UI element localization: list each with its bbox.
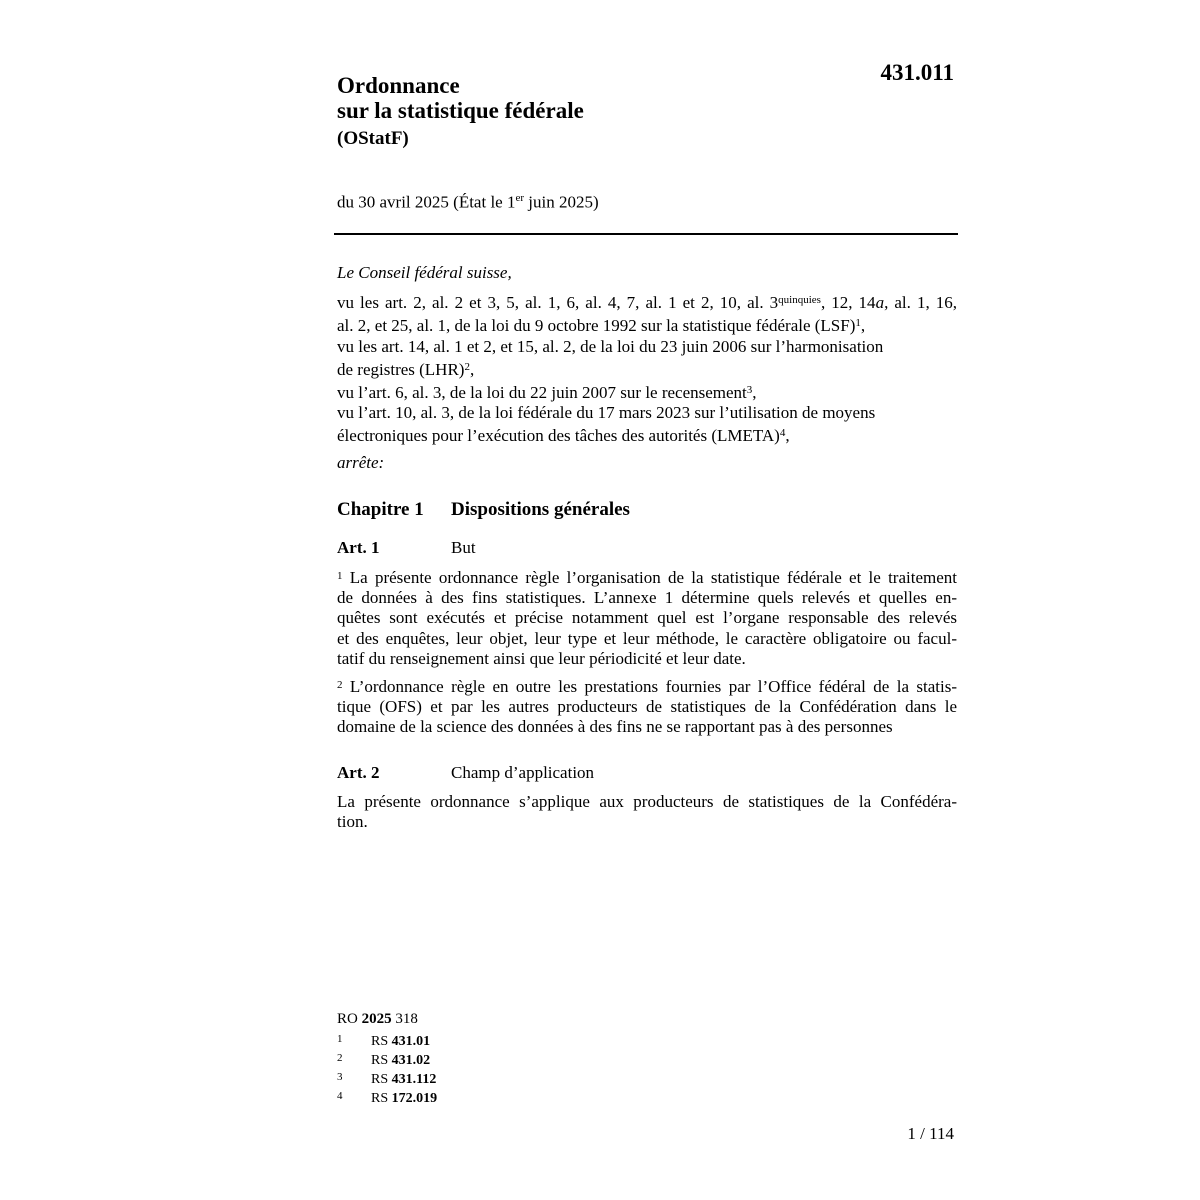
chapter-title: Dispositions générales (451, 499, 630, 520)
footnote-ref[interactable]: 3 (746, 384, 753, 397)
footnote[interactable]: 1 RS 431.01 (337, 1033, 431, 1049)
title-line-1: Ordonnance (337, 73, 460, 98)
header-divider (334, 233, 958, 235)
article-2-paragraph: La présente ordonnance s’applique aux producteurs de statistiques de la Confédéra- tion. (337, 792, 957, 832)
preamble-line: vu l’art. 10, al. 3, de la loi fédérale du 17 mars 2023 sur l’utilisation de moyens (337, 403, 876, 423)
article-number: Art. 1 (337, 538, 380, 557)
chapter-heading (337, 499, 630, 521)
preamble (337, 263, 957, 473)
document-title (337, 73, 584, 123)
preamble-decree: arrête: (337, 452, 385, 472)
official-compilation-ref: RO 2025 318 (337, 1011, 418, 1027)
article-title: Champ d’application (451, 763, 595, 782)
article-number: Art. 2 (337, 763, 380, 782)
title-line-2: sur la statistique fédérale (337, 98, 584, 123)
footnote[interactable]: 4 RS 172.019 (337, 1090, 438, 1106)
preamble-line: al. 2, et 25, al. 1, de la loi du 9 octobre 1992 sur la statistique fédérale (LSF)$^1$, (337, 316, 866, 336)
preamble-line: vu les art. 2, al. 2 et 3, 5, al. 1, 6, al. 4, 7, al. 1 et 2, 10, al. $3^{quinquies}$, 12, 14a, al. 1, 16, (337, 293, 958, 313)
preamble-line: de registres (LHR)$^2$, (337, 359, 475, 379)
chapter-number: Chapitre 1 (337, 499, 424, 520)
footnote[interactable]: 3 RS 431.112 (337, 1071, 437, 1087)
preamble-issuer: Le Conseil fédéral suisse, (337, 263, 512, 282)
article-title: But (451, 538, 476, 557)
article-1-paragraph-2: $^2$ L’ordonnance règle en outre les prestations fournies par l’Office fédéral de la statis- tique (OFS) et par les autres producteurs de statistiques de la Confédération dans le domaine de la science des données à des fins ne se rapportant pas à des personnes (337, 677, 957, 737)
footnotes (337, 1031, 437, 1107)
systematic-number: 431.011 (880, 60, 954, 85)
footnote-ref[interactable]: 2 (464, 360, 470, 373)
preamble-line: électroniques pour l’exécution des tâches des autorités (LMETA)$^4$, (337, 426, 790, 446)
article-1-paragraph-1: $^1$ La présente ordonnance règle l’organisation de la statistique fédérale et le traitement de données à des fins statistiques. L’annexe 1 détermine quels relevés et quelles en- quêtes sont exécutés et précise notamment quel est l’organe responsable des relevés et des enquêtes, leur objet, leur type et leur méthode, le caractère obligatoire ou facul- tatif du renseignement ainsi que leur périodicité et leur date. (337, 568, 957, 668)
footnote[interactable]: 2 RS 431.02 (337, 1052, 431, 1068)
document-date: du 30 avril 2025 (État le 1er juin 2025) (337, 192, 599, 212)
paragraph-number: 2 (337, 679, 343, 691)
article-1-heading (337, 538, 476, 558)
article-2-heading (337, 763, 594, 783)
document-abbreviation: (OStatF) (337, 128, 409, 149)
preamble-line: vu les art. 14, al. 1 et 2, et 15, al. 2, de la loi du 23 juin 2006 sur l’harmonisation (337, 336, 884, 356)
preamble-line: vu l’art. 6, al. 3, de la loi du 22 juin 2007 sur le recensement$^3$, (337, 383, 757, 403)
footnote-ref[interactable]: 1 (855, 317, 861, 330)
page-number: 1 / 114 (907, 1124, 954, 1143)
paragraph-number: 1 (337, 570, 343, 582)
footnote-ref[interactable]: 4 (779, 427, 786, 440)
